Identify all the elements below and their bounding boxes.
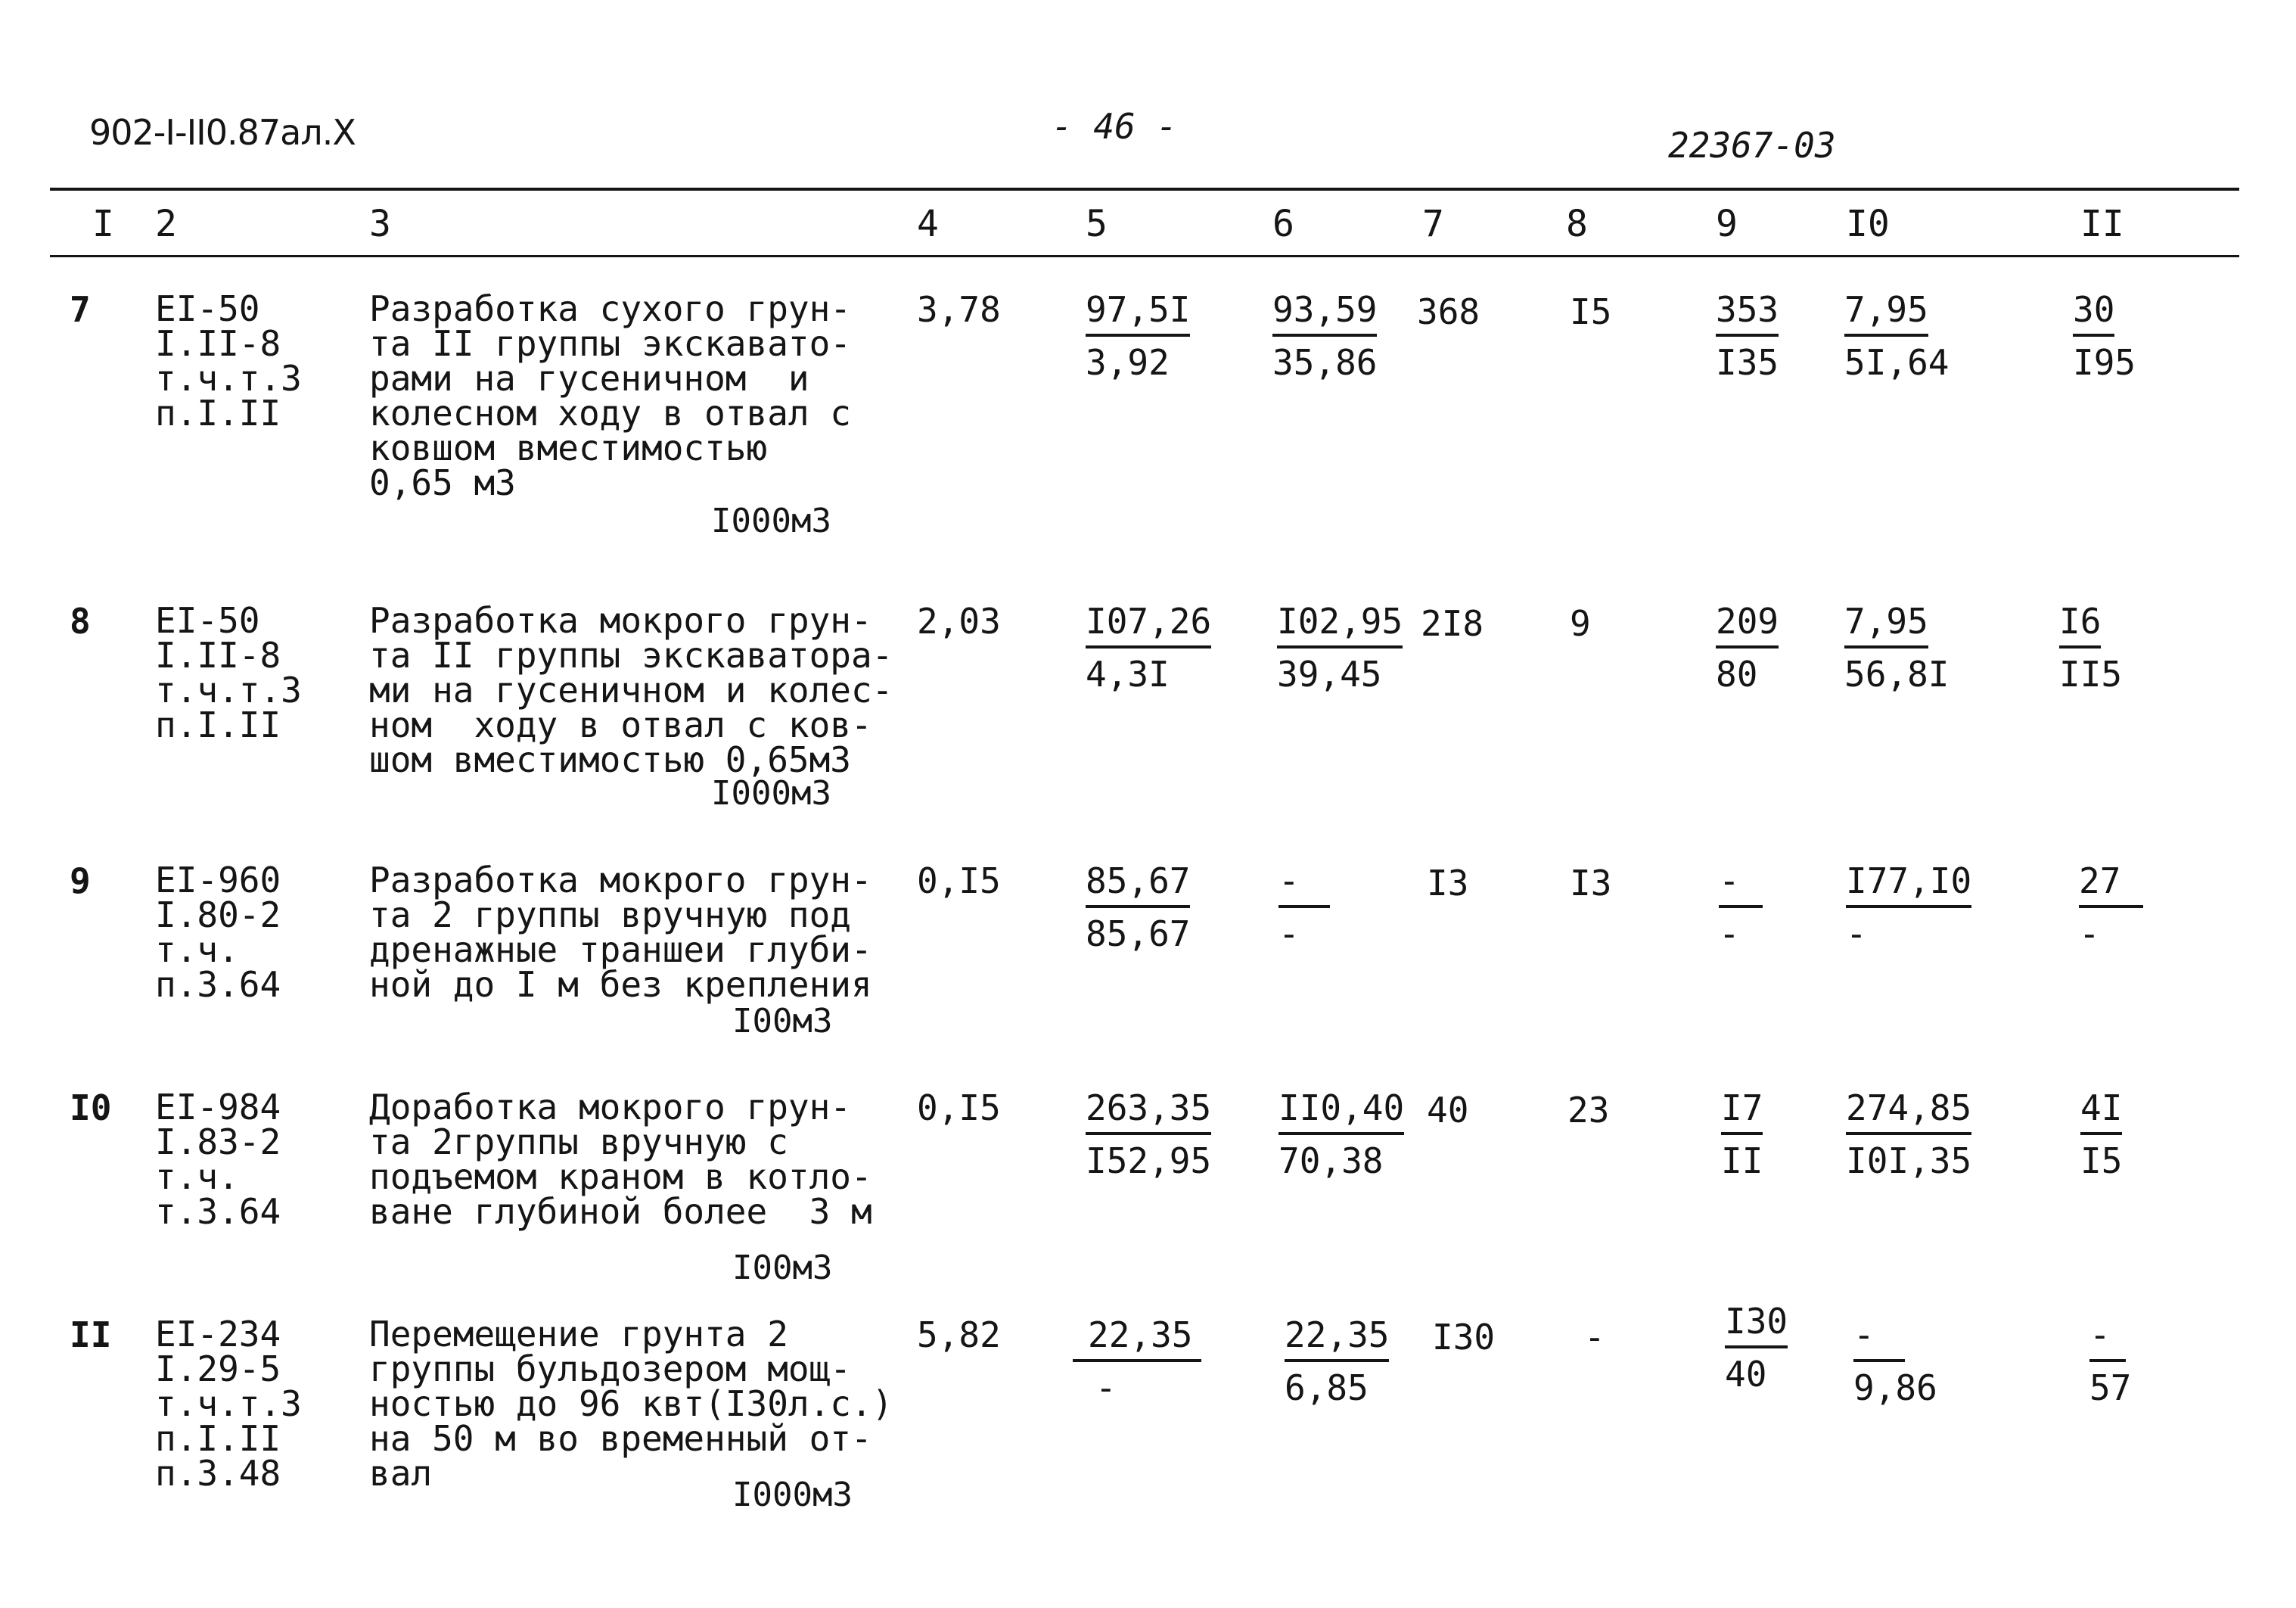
column-header: 9 <box>1716 203 1738 245</box>
cost-machines-fraction <box>1277 601 1403 695</box>
fraction-top: 97,5I <box>1086 291 1190 337</box>
fraction-top: I6 <box>2059 603 2101 648</box>
column-header: 6 <box>1272 203 1294 245</box>
norm-code: EI-50 I.II-8 т.ч.т.3 п.I.II <box>155 288 302 434</box>
fraction-bottom: I0I,35 <box>1846 1140 1972 1181</box>
column-8-value: I3 <box>1570 863 1612 904</box>
column-10-fraction <box>1844 601 1950 695</box>
fraction-bottom: II5 <box>2059 654 2123 695</box>
column-header-rule <box>50 255 2239 257</box>
work-description: Разработка мокрого грун- та II группы экскаватора- ми на гусеничном и колес- ном ходу в отвал с ков- шом вместимостью 0,65м3 <box>369 600 893 780</box>
row-number: 8 <box>70 601 91 642</box>
quantity: 0,I5 <box>917 860 1001 901</box>
fraction-bottom: I35 <box>1716 342 1779 383</box>
column-10-fraction <box>1853 1314 1937 1408</box>
column-8-value: 9 <box>1570 603 1591 644</box>
column-header: 7 <box>1422 203 1444 245</box>
column-10-fraction <box>1846 860 1972 954</box>
column-10-fraction <box>1844 291 1949 381</box>
fraction-bottom: - <box>2079 913 2100 954</box>
cost-machines-fraction <box>1285 1314 1390 1408</box>
row-number: 7 <box>70 289 91 330</box>
quantity: 5,82 <box>917 1314 1001 1355</box>
fraction-bottom: 80 <box>1716 654 1758 695</box>
fraction-top: 4I <box>2080 1090 2122 1135</box>
table-top-rule <box>50 188 2239 191</box>
column-11-fraction <box>2073 291 2136 381</box>
column-7-value: 368 <box>1417 291 1480 332</box>
norm-code: EI-984 I.83-2 т.ч. т.3.64 <box>155 1087 281 1232</box>
row-number: I0 <box>70 1087 112 1128</box>
column-9-fraction <box>1725 1301 1788 1395</box>
fraction-top: 7,95 <box>1844 603 1928 648</box>
unit-of-measure: I000м3 <box>732 1476 853 1514</box>
fraction-bottom: - <box>1095 1367 1117 1408</box>
fraction-top: II0,40 <box>1278 1090 1404 1135</box>
column-9-fraction <box>1716 291 1779 381</box>
fraction-bottom: 35,86 <box>1272 342 1378 383</box>
quantity: 3,78 <box>917 289 1001 330</box>
cost-machines-fraction <box>1278 860 1330 954</box>
fraction-top: I77,I0 <box>1846 863 1971 908</box>
column-11-fraction <box>2059 601 2123 695</box>
cost-total-fraction <box>1086 291 1190 381</box>
fraction-bottom: 6,85 <box>1285 1367 1369 1408</box>
column-11-fraction <box>2079 860 2143 954</box>
fraction-top: 263,35 <box>1086 1090 1211 1135</box>
page-number: - 46 - <box>1052 106 1178 147</box>
fraction-bottom: 9,86 <box>1853 1367 1937 1408</box>
column-header: II <box>2080 203 2124 245</box>
work-description: Перемещение грунта 2 группы бульдозером мощ- ностью до 96 квт(I30л.с.) на 50 м во временный от- вал <box>369 1314 893 1494</box>
column-9-fraction <box>1716 601 1779 695</box>
work-description: Доработка мокрого грун- та 2группы вручную с подъемом краном в котло- ване глубиной более 3 м <box>369 1087 872 1232</box>
row-number: II <box>70 1314 112 1355</box>
fraction-top: 27 <box>2079 863 2143 908</box>
work-description: Разработка мокрого грун- та 2 группы вручную под дренажные траншеи глуби- ной до I м без крепления <box>369 860 872 1005</box>
fraction-bottom: II <box>1721 1140 1763 1181</box>
column-header: 8 <box>1566 203 1588 245</box>
fraction-top: 274,85 <box>1846 1090 1971 1135</box>
fraction-top: 93,59 <box>1272 291 1377 337</box>
cost-total-fraction <box>1086 1087 1212 1181</box>
fraction-top: 353 <box>1716 291 1779 337</box>
fraction-bottom: 4,3I <box>1086 654 1170 695</box>
unit-of-measure: I00м3 <box>732 1249 833 1287</box>
fraction-bottom: 39,45 <box>1277 654 1382 695</box>
fraction-top: I07,26 <box>1086 603 1211 648</box>
fraction-bottom: - <box>1846 913 1867 954</box>
row-number: 9 <box>70 860 91 901</box>
fraction-top: 30 <box>2073 291 2114 337</box>
fraction-top: I7 <box>1721 1090 1763 1135</box>
unit-of-measure: I000м3 <box>711 774 831 813</box>
fraction-top: - <box>2089 1317 2126 1362</box>
fraction-top: 209 <box>1716 603 1779 648</box>
cost-machines-fraction <box>1272 291 1377 381</box>
norm-code: EI-234 I.29-5 т.ч.т.3 п.I.II п.3.48 <box>155 1314 302 1494</box>
fraction-bottom: 57 <box>2089 1367 2132 1408</box>
fraction-top: 7,95 <box>1844 291 1928 337</box>
column-header: I0 <box>1846 203 1890 245</box>
fraction-bottom: I52,95 <box>1086 1140 1212 1181</box>
column-8-value: - <box>1584 1317 1605 1358</box>
fraction-bottom: I95 <box>2073 342 2136 383</box>
column-9-fraction <box>1721 1087 1763 1181</box>
unit-of-measure: I000м3 <box>711 502 831 540</box>
column-header: 2 <box>155 203 177 245</box>
fraction-bottom: - <box>1719 913 1740 954</box>
column-10-fraction <box>1846 1087 1972 1181</box>
column-9-fraction <box>1719 860 1763 954</box>
column-7-value: I30 <box>1432 1317 1496 1358</box>
norm-code: EI-50 I.II-8 т.ч.т.3 п.I.II <box>155 600 302 745</box>
fraction-bottom: 70,38 <box>1278 1140 1384 1181</box>
fraction-bottom: 40 <box>1725 1354 1767 1395</box>
fraction-bottom: 3,92 <box>1086 342 1170 383</box>
fraction-bottom: 56,8I <box>1844 654 1950 695</box>
cost-total-fraction <box>1073 1314 1201 1408</box>
document-code: 902-I-II0.87ал.X <box>89 112 356 153</box>
column-7-value: I3 <box>1427 863 1469 904</box>
inventory-number: 22367-03 <box>1668 125 1836 166</box>
column-11-fraction <box>2080 1087 2123 1181</box>
quantity: 0,I5 <box>917 1087 1001 1128</box>
work-description: Разработка сухого грун- та II группы экскавато- рами на гусеничном и колесном ходу в отвал с ковшом вместимостью 0,65 м3 <box>369 288 851 503</box>
column-7-value: 2I8 <box>1421 603 1484 644</box>
fraction-top: I30 <box>1725 1303 1788 1348</box>
quantity: 2,03 <box>917 601 1001 642</box>
fraction-top: 22,35 <box>1073 1317 1201 1362</box>
fraction-top: I02,95 <box>1277 603 1403 648</box>
fraction-bottom: 85,67 <box>1086 913 1191 954</box>
column-header: 5 <box>1086 203 1108 245</box>
fraction-top: 85,67 <box>1086 863 1190 908</box>
column-8-value: I5 <box>1570 291 1612 332</box>
cost-total-fraction <box>1086 601 1212 695</box>
cost-machines-fraction <box>1278 1087 1405 1181</box>
column-header: 4 <box>917 203 939 245</box>
fraction-bottom: 5I,64 <box>1844 342 1950 383</box>
fraction-top: 22,35 <box>1285 1317 1389 1362</box>
fraction-bottom: - <box>1278 913 1300 954</box>
norm-code: EI-960 I.80-2 т.ч. п.3.64 <box>155 860 281 1005</box>
fraction-top: - <box>1853 1317 1905 1362</box>
column-7-value: 40 <box>1427 1090 1469 1131</box>
unit-of-measure: I00м3 <box>732 1002 833 1040</box>
fraction-top: - <box>1278 863 1330 908</box>
column-11-fraction <box>2089 1314 2132 1408</box>
fraction-bottom: I5 <box>2080 1140 2123 1181</box>
column-8-value: 23 <box>1567 1090 1610 1131</box>
cost-total-fraction <box>1086 860 1191 954</box>
column-header: 3 <box>369 203 391 245</box>
fraction-top: - <box>1719 863 1763 908</box>
column-header: I <box>92 203 114 245</box>
